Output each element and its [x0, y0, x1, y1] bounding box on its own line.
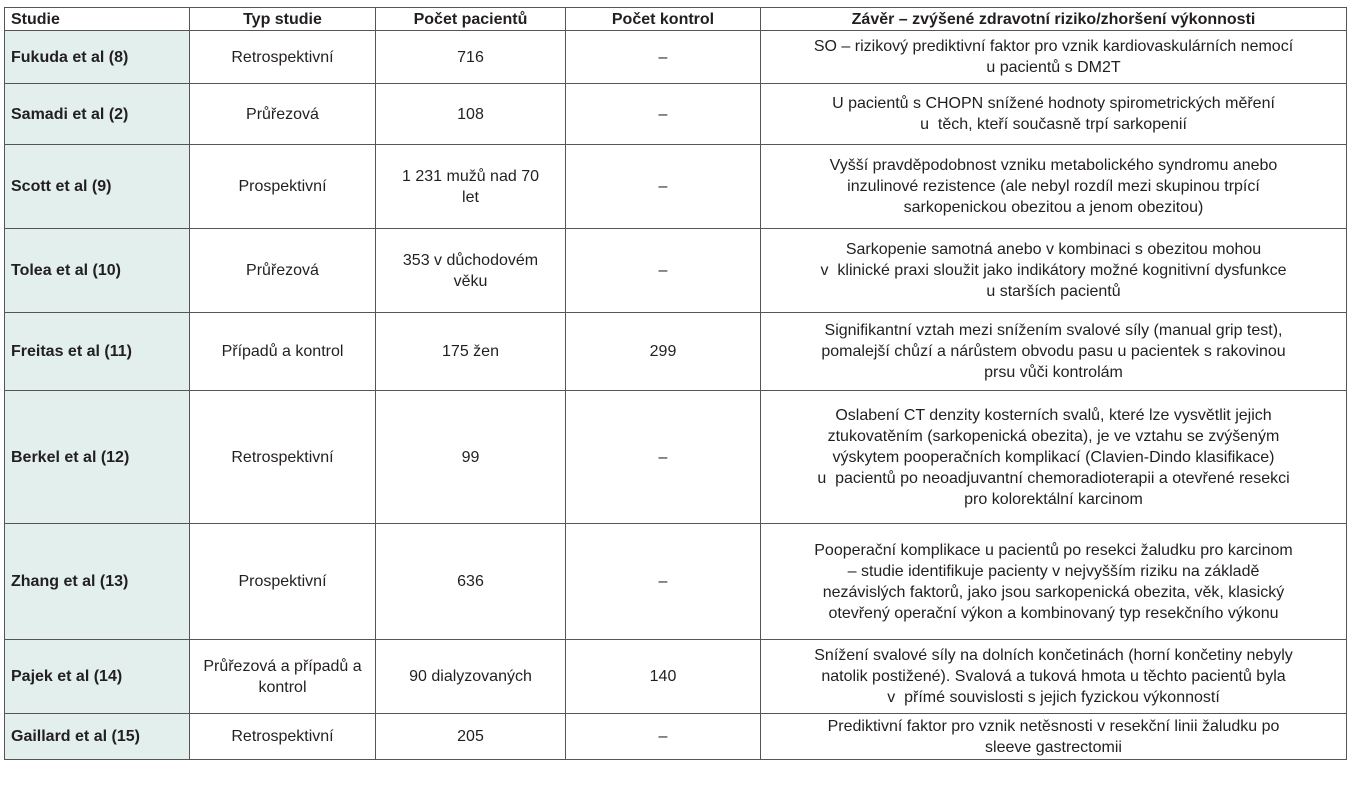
- header-studie: Studie: [5, 8, 190, 31]
- study-type-text: Průřezová a případů a kontrol: [203, 657, 362, 696]
- study-name-text: Gaillard et al (15): [11, 728, 140, 745]
- conclusion-line: ztukovatěním (sarkopenická obezita), je ve vztahu se zvýšeným: [827, 427, 1280, 445]
- header-pocet-pacientu: Počet pacientů: [376, 8, 566, 31]
- conclusion-line: Snížení svalové síly na dolních končetinách (horní končetiny nebyly: [814, 647, 1293, 664]
- conclusion-cell: [761, 84, 1347, 145]
- header-pocet-kontrol: Počet kontrol: [566, 8, 761, 31]
- conclusion-cell: [761, 391, 1347, 524]
- conclusion-line: natolik postižené). Svalová a tuková hmota u těchto pacientů byla: [821, 668, 1286, 685]
- patients-count-text: 353 v důchodovém věku: [402, 251, 539, 290]
- patients-count-cell: [376, 84, 566, 145]
- patients-count-cell: [376, 524, 566, 640]
- study-type-text: Průřezová: [246, 105, 319, 123]
- conclusion-cell: [761, 313, 1347, 391]
- study-type-cell: [190, 391, 376, 524]
- patients-count-cell: [376, 31, 566, 84]
- study-type-cell: [190, 31, 376, 84]
- study-type-text: Prospektivní: [238, 573, 327, 590]
- conclusion-line: v klinické praxi sloužit jako indikátory možné kognitivní dysfunkce: [820, 262, 1287, 279]
- study-name-cell: [5, 229, 190, 313]
- patients-count-text: 175 žen: [442, 343, 499, 360]
- patients-count-text: 99: [461, 448, 480, 466]
- table-row: [5, 31, 1347, 84]
- conclusion-line: u těch, kteří současně trpí sarkopenií: [920, 116, 1187, 133]
- patients-count-cell: [376, 313, 566, 391]
- conclusion-cell: [761, 145, 1347, 229]
- conclusion-line: u pacientů po neoadjuvantní chemoradioterapii a otevřené resekci: [817, 469, 1290, 487]
- patients-count-cell: [376, 229, 566, 313]
- study-type-text: Případů a kontrol: [221, 343, 344, 360]
- conclusion-line: Prediktivní faktor pro vznik netěsnosti v resekční linii žaludku po: [827, 717, 1280, 735]
- conclusion-line: otevřený operační výkon a kombinovaný typ resekčního výkonu: [828, 604, 1279, 622]
- study-name-cell: [5, 391, 190, 524]
- study-name-cell: [5, 714, 190, 760]
- patients-count-text: 90 dialyzovaných: [409, 668, 532, 685]
- study-name-cell: [5, 640, 190, 714]
- study-name-text: Berkel et al (12): [11, 448, 130, 466]
- table-row: [5, 84, 1347, 145]
- patients-count-text: 716: [457, 48, 484, 66]
- controls-count-text: –: [658, 48, 668, 66]
- conclusion-line: prsu vůči kontrolám: [984, 364, 1123, 381]
- study-type-text: Prospektivní: [238, 178, 327, 195]
- study-name-cell: [5, 524, 190, 640]
- study-name-text: Tolea et al (10): [11, 262, 121, 279]
- table-row: [5, 145, 1347, 229]
- study-name-text: Scott et al (9): [11, 178, 112, 195]
- conclusion-line: Sarkopenie samotná anebo v kombinaci s obezitou mohou: [845, 241, 1262, 258]
- conclusion-cell: [761, 714, 1347, 760]
- patients-count-text: 636: [457, 573, 484, 590]
- controls-count-text: 140: [649, 668, 677, 685]
- table-row: [5, 391, 1347, 524]
- patients-count-text: 205: [457, 728, 484, 745]
- study-name-text: Freitas et al (11): [11, 343, 132, 360]
- controls-count-cell: [566, 145, 761, 229]
- conclusion-line: SO – rizikový prediktivní faktor pro vznik kardiovaskulárních nemocí: [813, 38, 1294, 55]
- patients-count-cell: [376, 714, 566, 760]
- conclusion-line: U pacientů s CHOPN snížené hodnoty spirometrických měření: [832, 95, 1275, 112]
- study-name-text: Pajek et al (14): [11, 668, 123, 685]
- conclusion-cell: [761, 640, 1347, 714]
- header-zaver: Závěr – zvýšené zdravotní riziko/zhoršení výkonnosti: [761, 8, 1347, 31]
- controls-count-cell: [566, 714, 761, 760]
- study-name-cell: [5, 84, 190, 145]
- controls-count-cell: [566, 640, 761, 714]
- study-type-text: Průřezová: [246, 262, 319, 279]
- controls-count-text: –: [658, 105, 668, 123]
- conclusion-line: u starších pacientů: [986, 283, 1121, 300]
- conclusion-line: sarkopenickou obezitou a jenom obezitou): [903, 199, 1204, 216]
- table-row: [5, 640, 1347, 714]
- conclusion-line: u pacientů s DM2T: [986, 59, 1121, 76]
- controls-count-cell: [566, 229, 761, 313]
- controls-count-text: 299: [649, 343, 677, 360]
- controls-count-text: –: [658, 448, 668, 466]
- conclusion-line: v přímé souvislosti s jejich fyzickou výkonností: [887, 689, 1220, 706]
- table-row: [5, 524, 1347, 640]
- study-type-cell: [190, 640, 376, 714]
- conclusion-cell: [761, 31, 1347, 84]
- table-row: [5, 229, 1347, 313]
- conclusion-line: Signifikantní vztah mezi snížením svalové síly (manual grip test),: [824, 322, 1283, 339]
- study-name-text: Zhang et al (13): [11, 573, 129, 590]
- controls-count-cell: [566, 391, 761, 524]
- study-name-cell: [5, 145, 190, 229]
- study-type-text: Retrospektivní: [231, 728, 334, 745]
- conclusion-line: – studie identifikuje pacienty v nejvyšším riziku na základě: [847, 562, 1260, 580]
- conclusion-line: nezávislých faktorů, jako jsou sarkopenická obezita, věk, klasický: [822, 583, 1285, 601]
- controls-count-cell: [566, 524, 761, 640]
- study-type-text: Retrospektivní: [231, 48, 334, 66]
- study-type-cell: [190, 313, 376, 391]
- controls-count-cell: [566, 31, 761, 84]
- controls-count-cell: [566, 313, 761, 391]
- study-name-text: Fukuda et al (8): [11, 48, 129, 66]
- studies-table: [4, 7, 1347, 760]
- controls-count-text: –: [658, 262, 668, 279]
- conclusion-line: Vyšší pravděpodobnost vzniku metabolického syndromu anebo: [829, 157, 1278, 174]
- study-type-cell: [190, 229, 376, 313]
- conclusion-line: výskytem pooperačních komplikací (Clavien-Dindo klasifikace): [832, 448, 1275, 466]
- table-row: [5, 313, 1347, 391]
- controls-count-text: –: [658, 573, 668, 590]
- header-row: [5, 8, 1347, 31]
- study-name-cell: [5, 31, 190, 84]
- study-type-cell: [190, 524, 376, 640]
- controls-count-text: –: [658, 178, 668, 195]
- conclusion-line: pro kolorektální karcinom: [964, 490, 1143, 508]
- conclusion-line: pomalejší chůzí a nárůstem obvodu pasu u pacientek s rakovinou: [821, 343, 1286, 360]
- conclusion-line: Pooperační komplikace u pacientů po resekci žaludku pro karcinom: [814, 541, 1293, 559]
- header-typ-studie: Typ studie: [190, 8, 376, 31]
- study-name-text: Samadi et al (2): [11, 105, 129, 123]
- patients-count-cell: [376, 145, 566, 229]
- conclusion-line: sleeve gastrectomii: [985, 738, 1122, 756]
- controls-count-text: –: [658, 728, 668, 745]
- table-row: [5, 714, 1347, 760]
- patients-count-text: 1 231 mužů nad 70 let: [402, 167, 539, 206]
- conclusion-line: Oslabení CT denzity kosterních svalů, které lze vysvětlit jejich: [835, 406, 1272, 424]
- patients-count-cell: [376, 640, 566, 714]
- controls-count-cell: [566, 84, 761, 145]
- conclusion-cell: [761, 229, 1347, 313]
- conclusion-line: inzulinové rezistence (ale nebyl rozdíl mezi skupinou trpící: [847, 178, 1260, 195]
- patients-count-text: 108: [457, 105, 484, 123]
- conclusion-cell: [761, 524, 1347, 640]
- study-type-cell: [190, 714, 376, 760]
- patients-count-cell: [376, 391, 566, 524]
- study-type-text: Retrospektivní: [231, 448, 334, 466]
- study-type-cell: [190, 145, 376, 229]
- study-type-cell: [190, 84, 376, 145]
- study-name-cell: [5, 313, 190, 391]
